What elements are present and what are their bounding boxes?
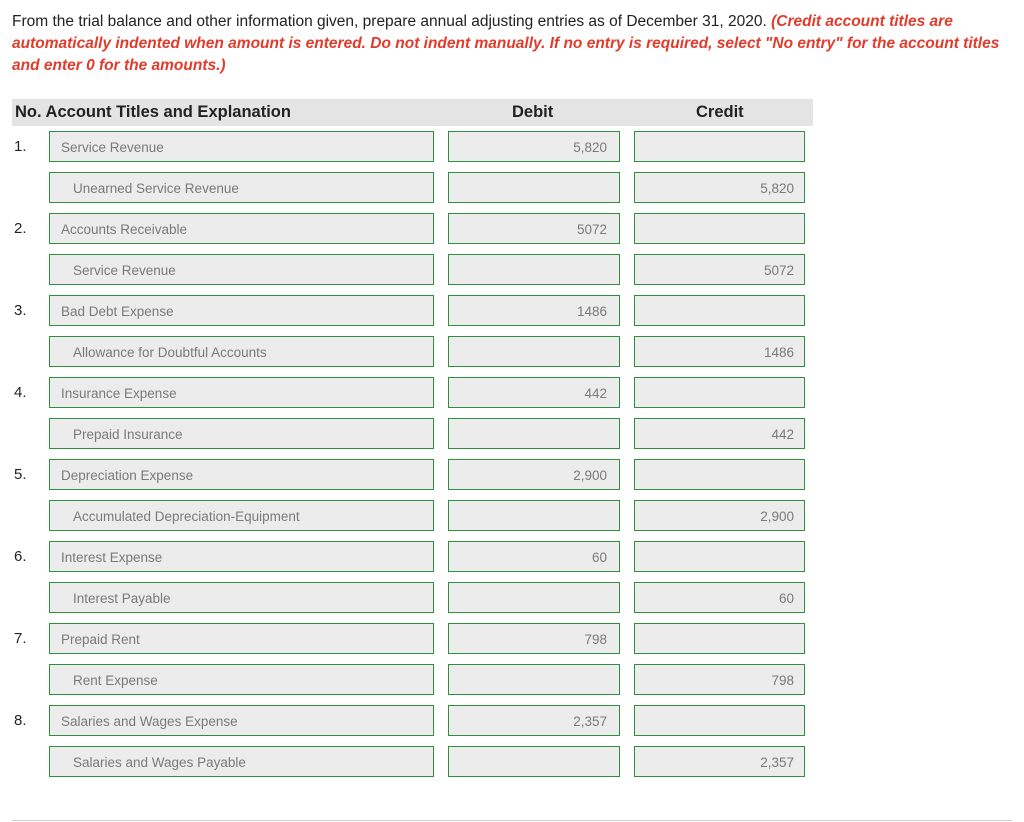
credit-field[interactable] [634,705,805,736]
account-title-field[interactable]: Depreciation Expense [49,459,434,490]
account-title-field[interactable]: Accounts Receivable [49,213,434,244]
credit-field[interactable]: 5072 [634,254,805,285]
table-row [0,500,1024,533]
header-account-titles: No. Account Titles and Explanation [15,103,291,121]
debit-field[interactable]: 5072 [448,213,620,244]
account-title-field[interactable]: Service Revenue [49,131,434,162]
debit-field[interactable]: 798 [448,623,620,654]
bottom-divider [12,820,1012,821]
credit-field[interactable]: 2,357 [634,746,805,777]
account-title-field[interactable]: Bad Debt Expense [49,295,434,326]
table-row [0,459,1024,492]
credit-field[interactable] [634,295,805,326]
instructions [12,11,1017,77]
account-title-field[interactable]: Prepaid Rent [49,623,434,654]
debit-field[interactable] [448,418,620,449]
instructions-note: (Credit account titles are automatically indented when amount is entered. Do not indent manually. If no entry is required, select "No entry" for the account titles and enter 0 for the amounts.) [12,13,1000,74]
credit-field[interactable]: 442 [634,418,805,449]
entry-number: 4. [14,384,27,401]
instructions-text: From the trial balance and other information given, prepare annual adjusting entries as of December 31, 2020. [12,13,772,30]
account-title-field[interactable]: Service Revenue [49,254,434,285]
table-row [0,172,1024,205]
table-row [0,213,1024,246]
account-title-field[interactable]: Interest Payable [49,582,434,613]
credit-field[interactable]: 1486 [634,336,805,367]
entry-number: 2. [14,220,27,237]
entry-number: 1. [14,138,27,155]
table-row [0,705,1024,738]
credit-field[interactable] [634,541,805,572]
table-row [0,131,1024,164]
account-title-field[interactable]: Interest Expense [49,541,434,572]
account-title-field[interactable]: Salaries and Wages Expense [49,705,434,736]
header-credit: Credit [696,103,744,121]
debit-field[interactable]: 60 [448,541,620,572]
table-row [0,746,1024,779]
table-row [0,623,1024,656]
credit-field[interactable] [634,213,805,244]
account-title-field[interactable]: Insurance Expense [49,377,434,408]
debit-field[interactable] [448,336,620,367]
credit-field[interactable]: 798 [634,664,805,695]
debit-field[interactable] [448,500,620,531]
table-header [12,99,813,126]
credit-field[interactable] [634,377,805,408]
entry-number: 7. [14,630,27,647]
debit-field[interactable]: 442 [448,377,620,408]
account-title-field[interactable]: Rent Expense [49,664,434,695]
debit-field[interactable] [448,254,620,285]
entry-number: 8. [14,712,27,729]
account-title-field[interactable]: Prepaid Insurance [49,418,434,449]
table-row [0,254,1024,287]
credit-field[interactable] [634,459,805,490]
credit-field[interactable] [634,623,805,654]
account-title-field[interactable]: Accumulated Depreciation-Equipment [49,500,434,531]
table-row [0,336,1024,369]
debit-field[interactable] [448,664,620,695]
table-row [0,664,1024,697]
debit-field[interactable] [448,746,620,777]
debit-field[interactable] [448,582,620,613]
table-row [0,377,1024,410]
debit-field[interactable]: 1486 [448,295,620,326]
account-title-field[interactable]: Unearned Service Revenue [49,172,434,203]
credit-field[interactable]: 60 [634,582,805,613]
entry-number: 5. [14,466,27,483]
debit-field[interactable] [448,172,620,203]
debit-field[interactable]: 2,357 [448,705,620,736]
table-row [0,541,1024,574]
account-title-field[interactable]: Salaries and Wages Payable [49,746,434,777]
entry-number: 6. [14,548,27,565]
credit-field[interactable]: 5,820 [634,172,805,203]
table-row [0,295,1024,328]
credit-field[interactable]: 2,900 [634,500,805,531]
entry-number: 3. [14,302,27,319]
table-row [0,582,1024,615]
debit-field[interactable]: 5,820 [448,131,620,162]
debit-field[interactable]: 2,900 [448,459,620,490]
table-row [0,418,1024,451]
credit-field[interactable] [634,131,805,162]
account-title-field[interactable]: Allowance for Doubtful Accounts [49,336,434,367]
header-debit: Debit [512,103,554,121]
